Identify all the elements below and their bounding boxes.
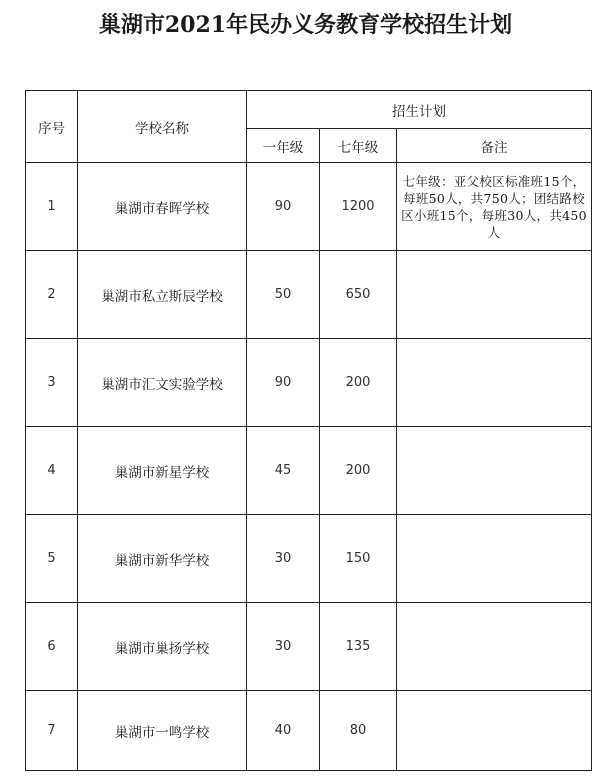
row-index: 5 — [26, 515, 78, 603]
grade1-count: 30 — [247, 515, 320, 603]
school-name: 巢湖市巢扬学校 — [78, 603, 247, 691]
grade1-count: 40 — [247, 691, 320, 771]
remark: 七年级：亚父校区标准班15个，每班50人，共750人；团结路校区小班15个，每班30人，共450人 — [397, 163, 592, 251]
grade1-count: 90 — [247, 339, 320, 427]
grade7-count: 80 — [320, 691, 397, 771]
grade7-count: 200 — [320, 427, 397, 515]
row-index: 2 — [26, 251, 78, 339]
table-row — [26, 603, 592, 691]
row-index: 1 — [26, 163, 78, 251]
header-grade1: 一年级 — [247, 129, 320, 163]
header-index: 序号 — [26, 91, 78, 163]
row-index: 6 — [26, 603, 78, 691]
grade1-count: 30 — [247, 603, 320, 691]
table-row — [26, 515, 592, 603]
grade7-count: 150 — [320, 515, 397, 603]
header-grade7: 七年级 — [320, 129, 397, 163]
remark — [397, 427, 592, 515]
enrollment-plan-table — [25, 90, 592, 771]
row-index: 3 — [26, 339, 78, 427]
remark — [397, 515, 592, 603]
header-remark: 备注 — [397, 129, 592, 163]
school-name: 巢湖市春晖学校 — [78, 163, 247, 251]
school-name: 巢湖市新华学校 — [78, 515, 247, 603]
grade7-count: 135 — [320, 603, 397, 691]
grade1-count: 45 — [247, 427, 320, 515]
school-name: 巢湖市汇文实验学校 — [78, 339, 247, 427]
grade7-count: 1200 — [320, 163, 397, 251]
remark — [397, 251, 592, 339]
grade7-count: 650 — [320, 251, 397, 339]
grade1-count: 50 — [247, 251, 320, 339]
header-school-name: 学校名称 — [78, 91, 247, 163]
table-row — [26, 427, 592, 515]
remark — [397, 691, 592, 771]
page-title: 巢湖市2021年民办义务教育学校招生计划 — [98, 12, 513, 38]
remark — [397, 339, 592, 427]
table-row — [26, 339, 592, 427]
school-name: 巢湖市一鸣学校 — [78, 691, 247, 771]
school-name: 巢湖市新星学校 — [78, 427, 247, 515]
row-index: 4 — [26, 427, 78, 515]
table-row — [26, 691, 592, 771]
grade1-count: 90 — [247, 163, 320, 251]
table-header-row — [26, 91, 592, 129]
remark — [397, 603, 592, 691]
table-row — [26, 251, 592, 339]
row-index: 7 — [26, 691, 78, 771]
table-row — [26, 163, 592, 251]
header-enrollment-plan: 招生计划 — [247, 91, 592, 129]
school-name: 巢湖市私立斯辰学校 — [78, 251, 247, 339]
grade7-count: 200 — [320, 339, 397, 427]
